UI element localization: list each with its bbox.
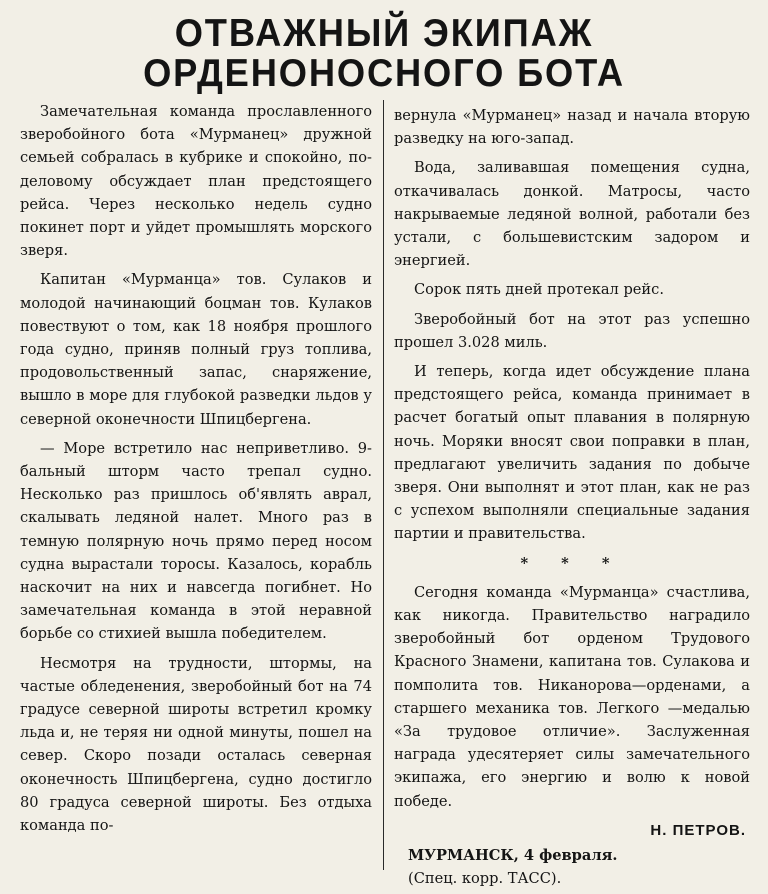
paragraph-north: Несмотря на трудности, штормы, на частые обледенения, зверобойный бот на 74 градусе северной широты встретил кромку льда и, не теряя ни одной минуты, пошел на север. Скоро позади осталась северная оконечность Шпицбергена, судно достигло 80 градуса северной широты. Без отдыха команда по- — [20, 654, 372, 835]
paragraph-captain: Капитан «Мурманца» тов. Сулаков и молодой начинающий боцман тов. Кулаков повествуют о том, как 18 ноября прошлого года судно, приняв полный груз топлива, продовольственный запас, снаряжение, вышло в море для глубокой разведки льдов у северной оконечности Шпицбергена. — [20, 271, 372, 428]
dateline: МУРМАНСК, 4 февраля. — [408, 847, 618, 865]
article-headline — [27, 14, 741, 94]
headline-line-1: ОТВАЖНЫЙ ЭКИПАЖ — [174, 12, 594, 55]
paragraph-duration: Сорок пять дней протекал рейс. — [414, 281, 664, 299]
paragraph-distance: Зверобойный бот на этот раз успешно прошел 3.028 миль. — [394, 310, 750, 351]
section-separator: * * * — [520, 554, 624, 572]
headline-line-2: ОРДЕНОНОСНОГО БОТА — [143, 52, 625, 95]
paragraph-plan: И теперь, когда идет обсуждение плана предстоящего рейса, команда принимает в расчет богатый опыт плавания в полярную ночь. Моряки вносят свои поправки в план, предлагают увеличить задания по добыче зверя. Они выполнят и этот план, как не раз с успехом выполняли специальные задания партии и правительства. — [394, 363, 750, 543]
paragraph-award: Сегодня команда «Мурманца» счастлива, как никогда. Правительство наградило зверобойный бот орденом Трудового Красного Знамени, капитана тов. Сулакова и помполита тов. Никанорова—орденами, а старшего механика тов. Легкого —медалью «За трудовое отличие». Заслуженная награда удесятеряет силы замечательного экипажа, его энергию и волю к новой победе. — [394, 583, 750, 810]
right-column — [394, 104, 750, 891]
paragraph-water: Вода, заливавшая помещения судна, откачивалась донкой. Матросы, часто накрываемые ледяной волной, работали без устали, с большевистским задором и энергией. — [394, 159, 750, 270]
author-signature: Н. ПЕТРОВ. — [650, 821, 746, 839]
paragraph-storm: — Море встретило нас неприветливо. 9-бальный шторм часто трепал судно. Несколько раз пришлось об'являть аврал, скалывать ледяной налет. Много раз в темную полярную ночь прямо перед носом судна вырастали торосы. Казалось, корабль наскочит на них и навсегда погибнет. Но замечательная команда в этой неравной борьбе со стихией вышла победителем. — [20, 439, 372, 643]
paragraph-intro: Замечательная команда прославленного зверобойного бота «Мурманец» дружной семьей собралась в кубрике и спокойно, по-деловому обсуждает план предстоящего рейса. Через несколько недель судно покинет порт и уйдет промышлять морского зверя. — [20, 103, 372, 260]
paragraph-continuation: вернула «Мурманец» назад и начала вторую разведку на юго-запад. — [394, 107, 750, 148]
agency-credit: (Спец. корр. ТАСС). — [408, 870, 562, 888]
column-divider — [383, 100, 384, 870]
left-column — [20, 100, 372, 843]
